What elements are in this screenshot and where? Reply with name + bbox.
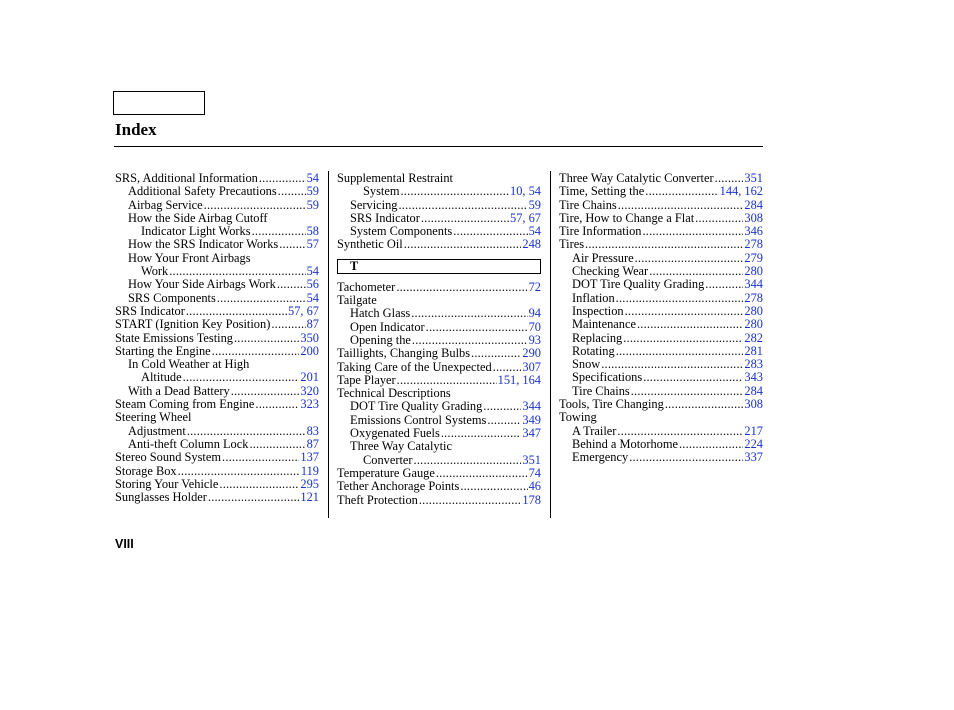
dot-leader [601,358,743,371]
index-entry [559,278,763,291]
page-reference-link[interactable]: 344 [522,399,541,414]
dot-leader [631,385,744,398]
index-entry-term: A Trailer [572,423,617,438]
index-entry-term: Sunglasses Holder [115,490,207,505]
index-entry [115,185,319,198]
index-entry-term: Specifications [572,370,643,385]
page-reference-link[interactable]: 59 [528,197,541,212]
page-reference-link[interactable]: 200 [300,343,319,358]
dot-leader [255,398,299,411]
page-reference-link[interactable]: 59 [306,197,319,212]
index-entry-term: Hatch Glass [350,306,411,321]
index-entry [559,438,763,451]
index-entry [115,238,319,251]
page-reference-link[interactable]: 56 [306,277,319,292]
index-entry-term: Towing [559,410,597,425]
index-entry [559,332,763,345]
index-entry [115,265,319,278]
index-entry-term: With a Dead Battery [128,383,230,398]
index-entry [115,371,319,384]
page-reference-link[interactable]: 283 [744,357,763,372]
dot-leader [414,454,522,467]
page-reference-link[interactable]: 320 [300,383,319,398]
page-reference-link[interactable]: 280 [744,264,763,279]
page-reference-link[interactable]: 57, 67 [510,210,541,225]
dot-leader [421,212,509,225]
index-column-2 [337,172,541,507]
dot-leader [460,480,527,493]
dot-leader [487,414,521,427]
dot-leader [234,332,299,345]
index-entry [337,387,541,400]
index-entry [115,278,319,291]
index-entry [337,321,541,334]
dot-leader [643,371,743,384]
index-column-1 [115,172,319,504]
index-entry [337,212,541,225]
index-entry-term: Synthetic Oil [337,237,403,252]
dot-leader [623,332,743,345]
index-entry-term: Three Way Catalytic Converter [559,171,714,185]
index-entry-term: SRS Components [128,290,216,305]
index-entry-term: Tire Chains [572,383,630,398]
index-entry [115,212,319,225]
index-entry [559,425,763,438]
index-entry-term: Tape Player [337,372,396,387]
dot-leader [187,425,306,438]
index-entry-term: Additional Safety Precautions [128,184,277,199]
index-entry [115,478,319,491]
dot-leader [436,467,528,480]
index-entry-term: Tire Chains [559,197,617,212]
index-entry [115,465,319,478]
page-reference-link[interactable]: 284 [744,197,763,212]
page-reference-link[interactable]: 87 [306,317,319,332]
index-entry [115,411,319,424]
page-reference-link[interactable]: 224 [744,436,763,451]
index-entry-term: Time, Setting the [559,184,645,199]
page-reference-link[interactable]: 54 [306,290,319,305]
index-entry-term: How Your Side Airbags Work [128,277,276,292]
index-entry-term: System [363,184,400,199]
dot-leader [222,451,299,464]
index-entry-term: Tires [559,237,585,252]
dot-leader [252,225,306,238]
dot-leader [483,400,521,413]
index-entry-term: Steam Coming from Engine [115,397,255,412]
index-entry-term: Behind a Motorhome [572,436,678,451]
index-entry [559,252,763,265]
index-entry-term: SRS, Additional Information [115,171,258,185]
dot-leader [259,172,306,185]
index-entry [115,438,319,451]
index-entry-term: START (Ignition Key Position) [115,317,271,332]
index-entry-term: Oxygenated Fuels [350,426,440,441]
dot-leader [212,345,300,358]
index-entry [337,225,541,238]
index-entry-term: Anti-theft Column Lock [128,436,249,451]
page-reference-link[interactable]: 57 [306,237,319,252]
index-entry-term: Steering Wheel [115,410,192,425]
page-reference-link[interactable]: 119 [300,463,319,478]
dot-leader [616,292,744,305]
dot-leader [271,318,305,331]
section-letter: T [350,258,359,273]
dot-leader [183,371,300,384]
dot-leader [401,185,510,198]
index-entry [115,292,319,305]
page-reference-link[interactable]: 121 [300,490,319,505]
index-entry [559,292,763,305]
page-reference-link[interactable]: 284 [744,383,763,398]
index-entry-term: Tire Information [559,224,642,239]
page-title: Index [115,120,157,139]
page-reference-link[interactable]: 58 [306,224,319,239]
index-entry-term: Inflation [572,290,615,305]
page-reference-link[interactable]: 351 [522,452,541,467]
index-entry [559,225,763,238]
index-entry [337,238,541,251]
index-entry [115,425,319,438]
index-entry [559,398,763,411]
page-reference-link[interactable]: 137 [300,450,319,465]
page-reference-link[interactable]: 349 [522,412,541,427]
dot-leader [399,199,528,212]
dot-leader [249,438,305,451]
dot-leader [635,252,744,265]
index-entry [337,454,541,467]
index-entry-term: Tools, Tire Changing [559,397,664,412]
dot-leader [629,451,743,464]
dot-leader [695,212,743,225]
page-reference-link[interactable]: 70 [528,319,541,334]
page-reference-link[interactable]: 144, 162 [719,184,763,199]
dot-leader [279,238,305,251]
index-entry [115,252,319,265]
index-entry-term: Technical Descriptions [337,386,451,401]
index-entry [559,238,763,251]
index-entry-term: Supplemental Restraint [337,171,453,185]
index-entry-term: Tire, How to Change a Flat [559,210,695,225]
index-entry [559,318,763,331]
page-reference-link[interactable]: 278 [744,290,763,305]
index-entry [337,199,541,212]
index-entry-term: How the Side Airbag Cutoff [128,210,268,225]
index-entry [559,185,763,198]
index-entry [115,305,319,318]
page-reference-link[interactable]: 74 [528,465,541,480]
dot-leader [186,305,287,318]
index-entry [115,398,319,411]
index-entry-term: State Emissions Testing [115,330,233,345]
index-entry [337,374,541,387]
index-entry [115,345,319,358]
index-entry [337,414,541,427]
index-entry-term: Taillights, Changing Bulbs [337,346,471,361]
dot-leader [204,199,306,212]
index-entry [559,305,763,318]
index-entry-term: SRS Indicator [115,303,185,318]
index-entry [115,332,319,345]
dot-leader [618,199,744,212]
index-entry [559,358,763,371]
index-entry [337,494,541,507]
page-reference-link[interactable]: 308 [744,397,763,412]
page-reference-link[interactable]: 280 [744,303,763,318]
page-reference-link[interactable]: 307 [522,359,541,374]
page-reference-link[interactable]: 178 [522,492,541,507]
dot-leader [208,491,300,504]
index-entry-term: SRS Indicator [350,210,420,225]
index-entry [115,199,319,212]
index-entry-term: Maintenance [572,317,636,332]
index-entry [337,307,541,320]
page-reference-link[interactable]: 351 [744,171,763,185]
page-reference-link[interactable]: 346 [744,224,763,239]
dot-leader [453,225,527,238]
index-entry-term: In Cold Weather at High [128,357,250,372]
index-entry-term: Opening the [350,332,411,347]
index-entry-term: How Your Front Airbags [128,250,251,265]
index-entry [559,371,763,384]
index-entry [337,480,541,493]
index-entry-term: Airbag Service [128,197,203,212]
dot-leader [219,478,299,491]
index-entry [559,265,763,278]
index-entry [337,467,541,480]
dot-leader [441,427,522,440]
page-reference-link[interactable]: 217 [744,423,763,438]
page-reference-link[interactable]: 278 [744,237,763,252]
index-entry-term: Taking Care of the Unexpected [337,359,492,374]
index-entry-term: DOT Tire Quality Grading [572,277,705,292]
page-reference-link[interactable]: 94 [528,306,541,321]
index-entry-term: Air Pressure [572,250,634,265]
index-entry-term: Tachometer [337,279,396,294]
index-entry [337,281,541,294]
header-rule [114,146,763,147]
index-entry-term: Open Indicator [350,319,425,334]
dot-leader [637,318,743,331]
index-entry-term: Temperature Gauge [337,465,435,480]
dot-leader [231,385,300,398]
index-entry [337,172,541,185]
index-entry [337,440,541,453]
dot-leader [169,265,305,278]
page-reference-link[interactable]: 280 [744,317,763,332]
index-entry-term: Altitude [141,370,182,385]
index-entry [559,172,763,185]
index-entry [559,212,763,225]
page-reference-link[interactable]: 279 [744,250,763,265]
page-reference-link[interactable]: 337 [744,450,763,465]
page-reference-link[interactable]: 323 [300,397,319,412]
dot-leader [397,374,497,387]
index-entry-term: Rotating [572,343,615,358]
index-entry-term: Servicing [350,197,398,212]
dot-leader [178,465,300,478]
column-divider-2 [550,171,551,518]
dot-leader [665,398,744,411]
page-reference-link[interactable]: 344 [744,277,763,292]
index-entry-term: How the SRS Indicator Works [128,237,279,252]
dot-leader [585,238,743,251]
dot-leader [277,278,306,291]
index-entry [337,334,541,347]
page-reference-link[interactable]: 83 [306,423,319,438]
index-entry-term: Tailgate [337,293,377,308]
dot-leader [396,281,527,294]
page-reference-link[interactable]: 343 [744,370,763,385]
page-reference-link[interactable]: 308 [744,210,763,225]
index-entry-term: Emissions Control Systems [350,412,487,427]
section-tab-box [113,91,205,115]
page-reference-link[interactable]: 10, 54 [510,184,541,199]
index-entry-term: Converter [363,452,413,467]
page-reference-link[interactable]: 93 [528,332,541,347]
dot-leader [679,438,743,451]
page-reference-link[interactable]: 295 [300,476,319,491]
page-reference-link[interactable]: 54 [528,224,541,239]
page-reference-link[interactable]: 57, 67 [288,303,319,318]
dot-leader [278,185,306,198]
index-entry [115,172,319,185]
page-reference-link[interactable]: 87 [306,436,319,451]
dot-leader [617,425,743,438]
index-entry-term: Snow [572,357,601,372]
index-entry [559,199,763,212]
index-entry [115,385,319,398]
dot-leader [471,347,521,360]
dot-leader [642,225,743,238]
index-entry [559,385,763,398]
dot-leader [426,321,528,334]
index-entry-term: Three Way Catalytic [350,439,452,454]
dot-leader [645,185,718,198]
page-number: VIII [115,537,134,551]
page-reference-link[interactable]: 281 [744,343,763,358]
dot-leader [411,307,527,320]
index-entry [115,225,319,238]
page-reference-link[interactable]: 151, 164 [497,372,541,387]
index-entry-term: Starting the Engine [115,343,211,358]
index-entry-term: Theft Protection [337,492,418,507]
index-entry [337,294,541,307]
index-entry [337,347,541,360]
index-entry [337,427,541,440]
index-entry [337,400,541,413]
dot-leader [625,305,744,318]
page-reference-link[interactable]: 59 [306,184,319,199]
index-entry-term: Work [141,264,169,279]
page-reference-link[interactable]: 54 [306,171,319,185]
index-entry-term: Tether Anchorage Points [337,479,460,494]
dot-leader [419,494,522,507]
page-reference-link[interactable]: 201 [300,370,319,385]
dot-leader [715,172,744,185]
index-entry [559,451,763,464]
page-reference-link[interactable]: 290 [522,346,541,361]
index-entry-term: DOT Tire Quality Grading [350,399,483,414]
section-letter-box [337,259,541,274]
page-reference-link[interactable]: 72 [528,279,541,294]
index-entry-term: Inspection [572,303,624,318]
page-reference-link[interactable]: 282 [744,330,763,345]
page-reference-link[interactable]: 54 [306,264,319,279]
dot-leader [705,278,743,291]
index-entry-term: Adjustment [128,423,186,438]
index-entry-term: Emergency [572,450,629,465]
index-entry-term: Indicator Light Works [141,224,251,239]
index-entry [115,491,319,504]
dot-leader [616,345,744,358]
index-entry-term: Stereo Sound System [115,450,222,465]
index-entry-term: Checking Wear [572,264,649,279]
index-entry [337,185,541,198]
dot-leader [412,334,528,347]
dot-leader [649,265,743,278]
index-entry-term: Replacing [572,330,623,345]
index-entry [115,358,319,371]
dot-leader [493,361,522,374]
page-reference-link[interactable]: 350 [300,330,319,345]
index-entry-term: Storage Box [115,463,177,478]
index-entry [559,345,763,358]
index-entry [115,451,319,464]
index-column-3 [559,172,763,465]
dot-leader [404,238,522,251]
column-divider-1 [328,171,329,518]
dot-leader [217,292,306,305]
index-entry-term: Storing Your Vehicle [115,476,219,491]
page-reference-link[interactable]: 248 [522,237,541,252]
page-reference-link[interactable]: 46 [528,479,541,494]
page-reference-link[interactable]: 347 [522,426,541,441]
index-entry [115,318,319,331]
index-entry-term: System Components [350,224,453,239]
index-entry [337,361,541,374]
index-entry [559,411,763,424]
